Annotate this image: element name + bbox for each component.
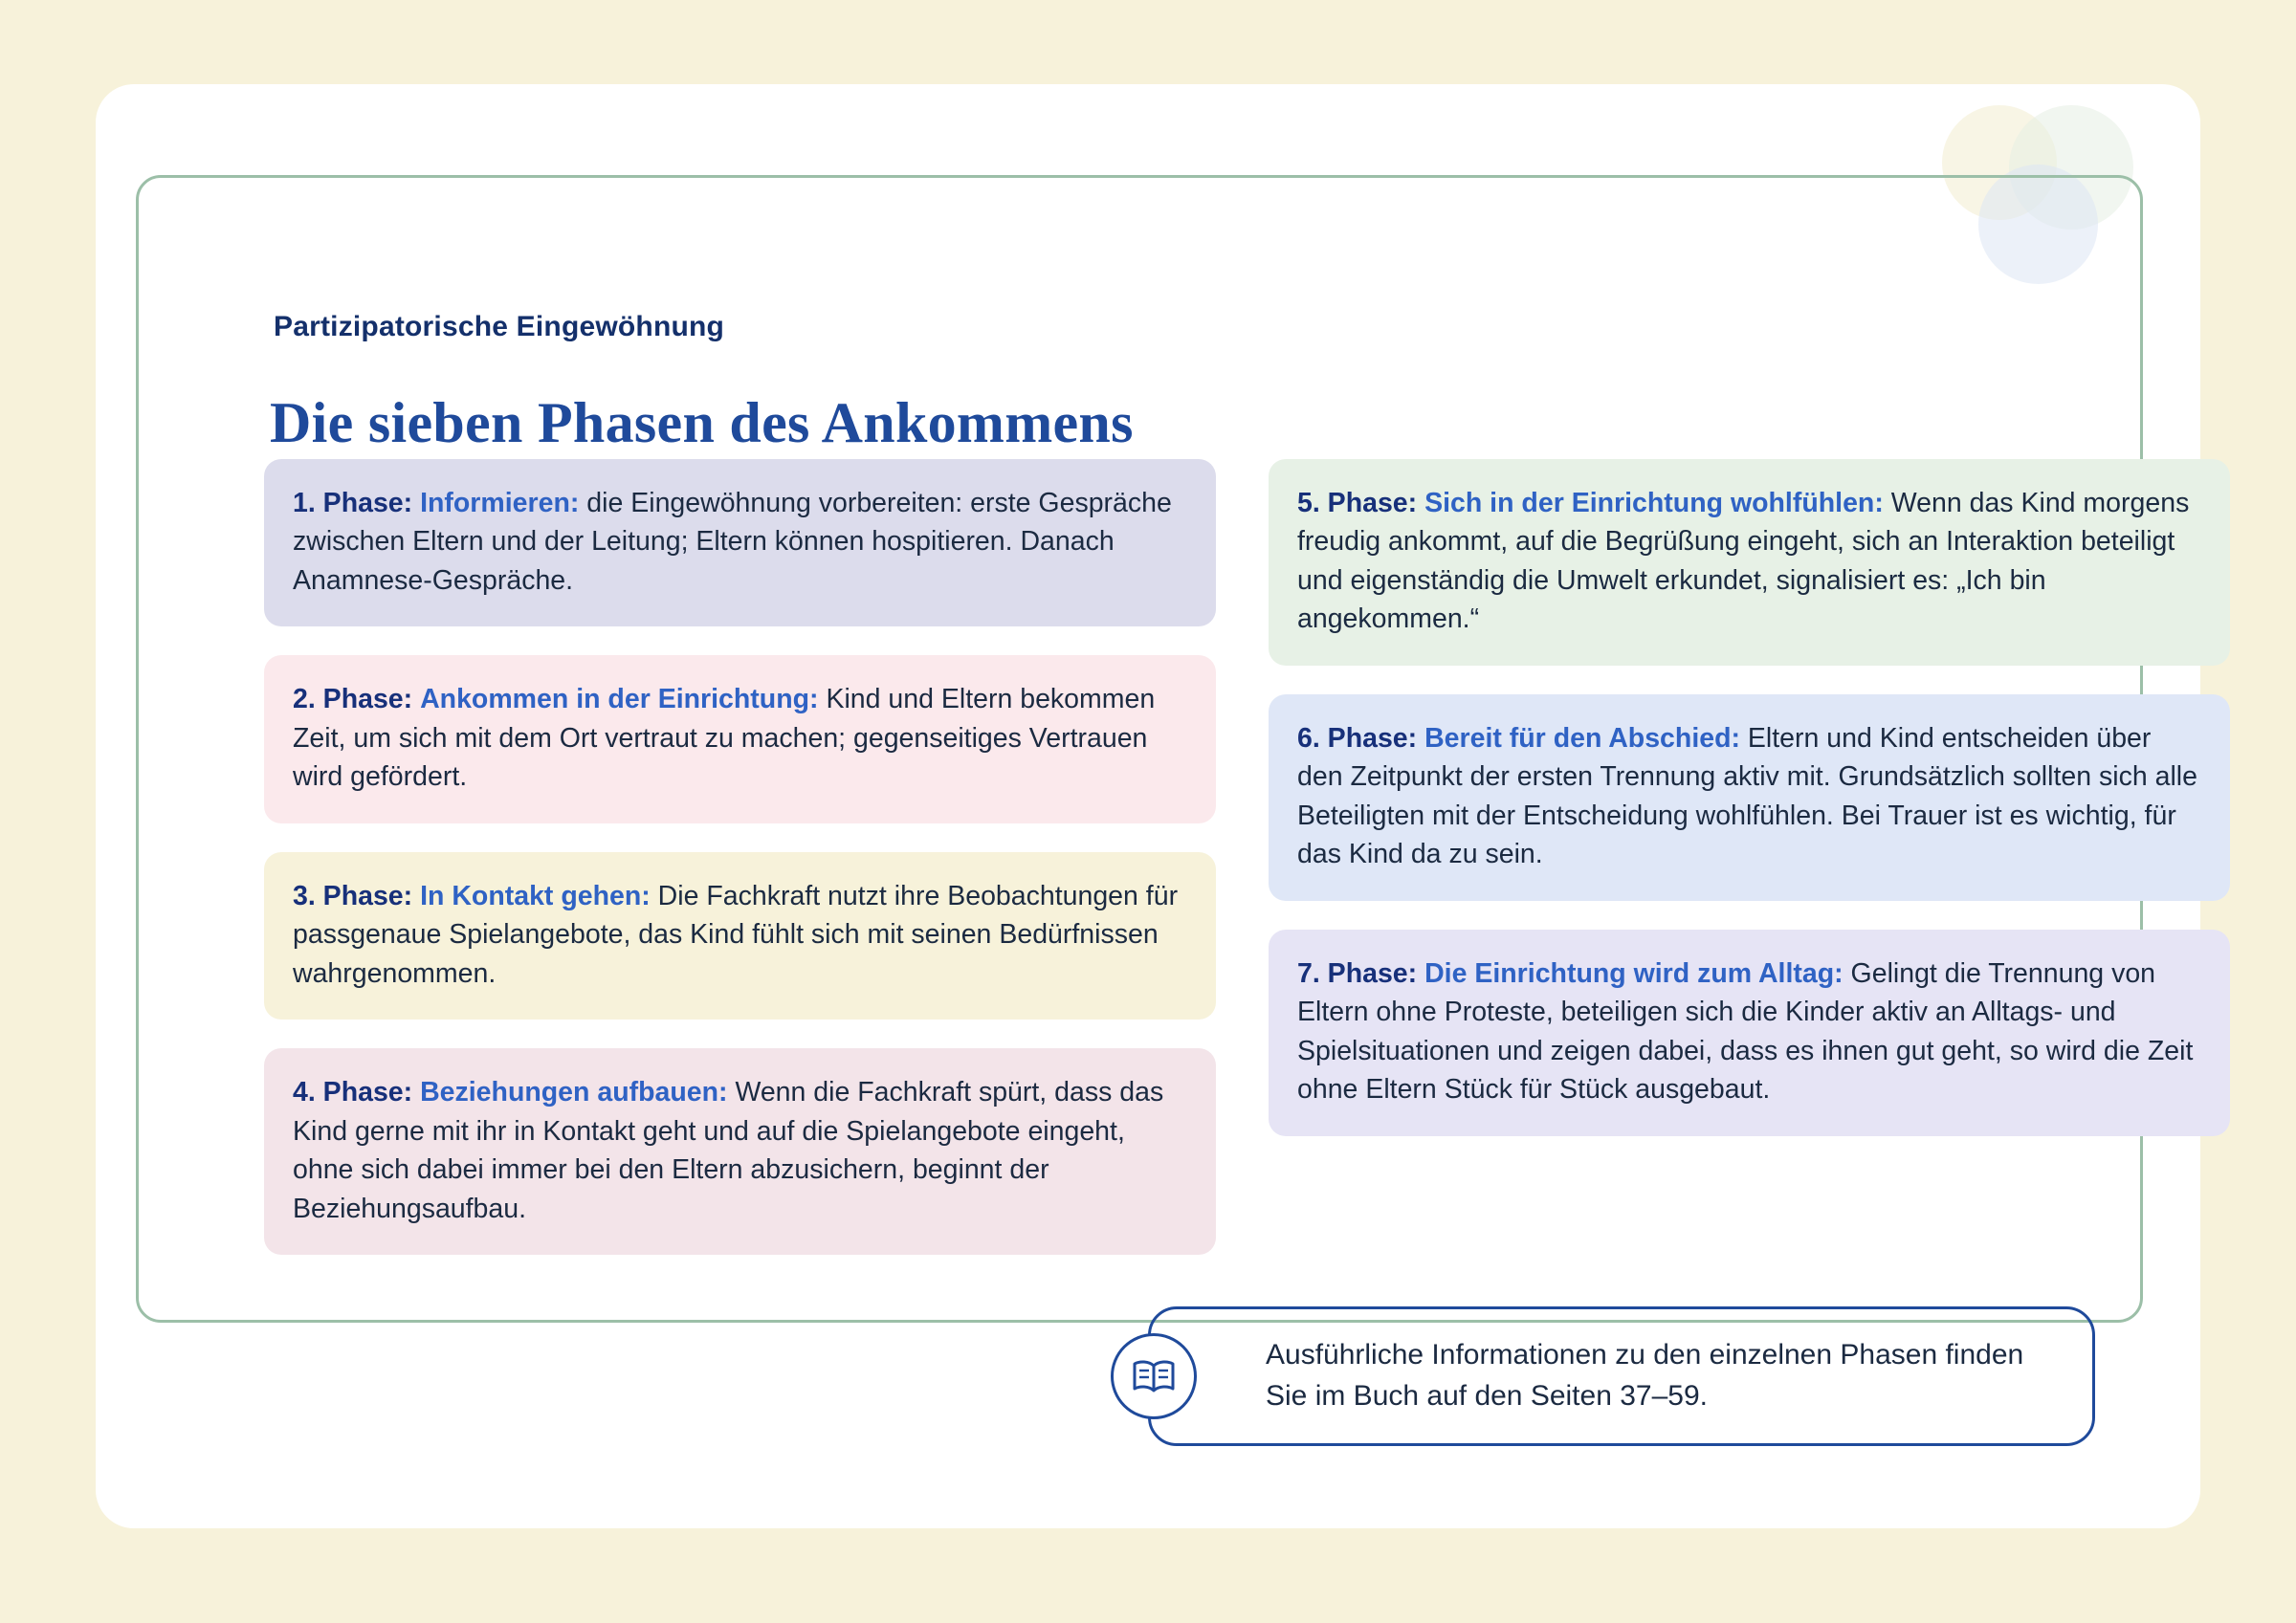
book-reference-note <box>1148 1306 2095 1446</box>
phase-card-6 <box>1269 694 2230 901</box>
info-card-page <box>96 84 2200 1528</box>
phase-card-3 <box>264 852 1216 1020</box>
phases-column-right <box>1269 459 2230 1165</box>
phase-number-6: 6. Phase: <box>1297 722 1418 754</box>
phase-number-4: 4. Phase: <box>293 1077 413 1108</box>
phase-text-5: Wenn das Kind morgens freudig ankommt, auf die Begrüßung eingeht, sich an Interaktion beteiligt und eigenständig die Umwelt erkundet, signalisiert es: „Ich bin angekommen.“ <box>1297 488 2190 635</box>
phase-number-2: 2. Phase: <box>293 684 413 715</box>
phase-card-5 <box>1269 459 2230 666</box>
phase-subtitle-3: In Kontakt gehen: <box>420 880 651 911</box>
phase-text-7: Gelingt die Trennung von Eltern ohne Proteste, beteiligen sich die Kinder aktiv an Alltags- und Spielsituationen und zeigen dabei, dass es ihnen gut geht, so wird die Zeit ohne Eltern Stück für Stück ausgebaut. <box>1297 957 2194 1106</box>
eyebrow-label: Partizipatorische Eingewöhnung <box>274 311 725 342</box>
phase-text-2: Kind und Eltern bekommen Zeit, um sich mit dem Ort vertraut zu machen; gegenseitiges Vertrauen wird gefördert. <box>293 684 1156 793</box>
phase-subtitle-6: Bereit für den Abschied: <box>1424 722 1740 754</box>
phase-subtitle-2: Ankommen in der Einrichtung: <box>420 684 819 715</box>
phase-number-3: 3. Phase: <box>293 880 413 911</box>
phase-number-7: 7. Phase: <box>1297 957 1418 989</box>
phase-card-7 <box>1269 930 2230 1136</box>
phases-column-left <box>264 459 1216 1283</box>
phase-subtitle-5: Sich in der Einrichtung wohlfühlen: <box>1424 488 1884 518</box>
phase-subtitle-1: Informieren: <box>420 488 580 518</box>
book-reference-text: Ausführliche Informationen zu den einzelnen Phasen finden Sie im Buch auf den Seiten 37–59. <box>1266 1339 2024 1412</box>
page-title: Die sieben Phasen des Ankommens <box>270 391 1134 455</box>
phase-subtitle-7: Die Einrichtung wird zum Alltag: <box>1424 957 1843 989</box>
phase-text-1: die Eingewöhnung vorbereiten: erste Gespräche zwischen Eltern und der Leitung; Eltern können hospitieren. Danach Anamnese-Gespräche. <box>293 488 1172 596</box>
phase-card-4 <box>264 1048 1216 1255</box>
phase-number-5: 5. Phase: <box>1297 488 1418 518</box>
phase-card-2 <box>264 655 1216 822</box>
phase-text-4: Wenn die Fachkraft spürt, dass das Kind gerne mit ihr in Kontakt geht und auf die Spielangebote eingeht, ohne sich dabei immer bei den Eltern abzusichern, beginnt der Beziehungsaufbau. <box>293 1077 1164 1224</box>
phase-subtitle-4: Beziehungen aufbauen: <box>420 1077 728 1108</box>
phase-text-3: Die Fachkraft nutzt ihre Beobachtungen für passgenaue Spielangebote, das Kind fühlt sich mit seinen Bedürfnissen wahrgenommen. <box>293 880 1179 989</box>
phase-number-1: 1. Phase: <box>293 488 413 518</box>
phase-text-6: Eltern und Kind entscheiden über den Zeitpunkt der ersten Trennung aktiv mit. Grundsätzlich sollten sich alle Beteiligten mit der Entscheidung wohlfühlen. Bei Trauer ist es wichtig, für das Kind da zu sein. <box>1297 722 2197 870</box>
open-book-icon <box>1111 1333 1197 1419</box>
phase-card-1 <box>264 459 1216 626</box>
